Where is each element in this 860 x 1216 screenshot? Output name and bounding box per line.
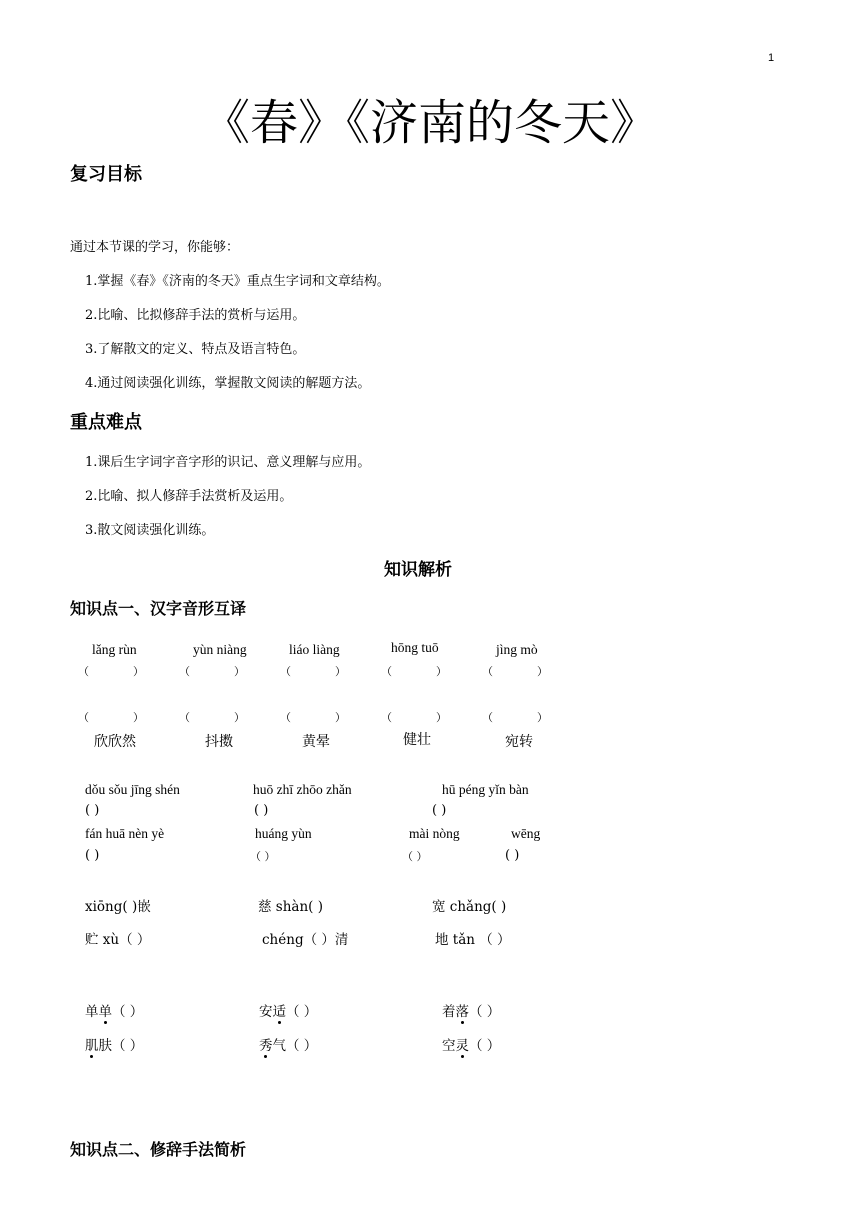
answer-blank[interactable]: （ ） bbox=[381, 711, 447, 724]
pinyin-item: liáo liàng bbox=[289, 642, 340, 657]
answer-blank[interactable]: （ ） bbox=[381, 665, 447, 678]
answer-blank[interactable]: ( ) bbox=[432, 803, 447, 818]
answer-blank[interactable]: （ ） bbox=[280, 665, 346, 678]
fill-item: 贮 xù（ ） bbox=[85, 932, 151, 948]
answer-blank[interactable]: （ ） bbox=[250, 850, 276, 863]
dotted-word-item: 秀气（ ） bbox=[259, 1034, 317, 1054]
fill-item: 地 tǎn （ ） bbox=[435, 932, 511, 948]
fill-item: 慈 shàn( ) bbox=[258, 899, 323, 915]
emphasis-dot-char: 适 bbox=[273, 1000, 287, 1020]
page-title: 《春》《济南的冬天》 bbox=[201, 95, 658, 151]
pinyin-item: dǒu sǒu jīng shén bbox=[85, 782, 180, 797]
answer-blank[interactable]: （ ） bbox=[402, 850, 428, 863]
key-point-item: 2.比喻、拟人修辞手法赏析及运用。 bbox=[85, 489, 293, 504]
dotted-word-item: 安适（ ） bbox=[259, 1000, 317, 1020]
key-point-item: 3.散文阅读强化训练。 bbox=[85, 523, 215, 538]
review-goal-item: 1.掌握《春》《济南的冬天》重点生字词和文章结构。 bbox=[85, 274, 390, 289]
word-item: 宛转 bbox=[505, 734, 533, 750]
emphasis-dot-char: 落 bbox=[456, 1000, 470, 1020]
emphasis-dot-char: 肌 bbox=[85, 1034, 99, 1054]
pinyin-item: huō zhī zhōo zhǎn bbox=[253, 782, 352, 797]
pinyin-item: hū péng yǐn bàn bbox=[442, 782, 529, 797]
word-item: 健壮 bbox=[403, 732, 431, 748]
answer-blank[interactable]: ( ) bbox=[505, 848, 520, 863]
fill-item: xiōng( )嵌 bbox=[85, 899, 151, 915]
page-number: 1 bbox=[768, 52, 775, 64]
pinyin-item: jìng mò bbox=[496, 642, 538, 657]
analysis-heading: 知识解析 bbox=[384, 560, 452, 580]
answer-blank[interactable]: ( ) bbox=[85, 848, 100, 863]
answer-blank[interactable]: （ ） bbox=[78, 711, 144, 724]
key-points-heading: 重点难点 bbox=[70, 412, 142, 433]
emphasis-dot-char: 灵 bbox=[456, 1034, 470, 1054]
pinyin-item: wēng bbox=[511, 826, 541, 841]
dotted-word-item: 空灵（ ） bbox=[442, 1034, 500, 1054]
pinyin-item: fán huā nèn yè bbox=[85, 826, 165, 841]
answer-blank[interactable]: （ ） bbox=[179, 711, 245, 724]
point2-heading: 知识点二、修辞手法简析 bbox=[70, 1140, 247, 1159]
pinyin-item: mài nòng bbox=[409, 826, 460, 841]
emphasis-dot-char: 秀 bbox=[259, 1034, 273, 1054]
word-item: 欣欣然 bbox=[94, 734, 136, 750]
emphasis-dot-char: 单 bbox=[99, 1000, 113, 1020]
dotted-word-item: 肌肤（ ） bbox=[85, 1034, 143, 1054]
pinyin-item: yùn niàng bbox=[193, 642, 247, 657]
review-goals-heading: 复习目标 bbox=[70, 164, 142, 185]
word-item: 抖擞 bbox=[205, 734, 233, 750]
answer-blank[interactable]: ( ) bbox=[85, 803, 100, 818]
review-goal-item: 4.通过阅读强化训练，掌握散文阅读的解题方法。 bbox=[85, 376, 371, 391]
key-point-item: 1.课后生字词字音字形的识记、意义理解与应用。 bbox=[85, 455, 371, 470]
word-item: 黄晕 bbox=[302, 734, 330, 750]
review-goal-item: 3.了解散文的定义、特点及语言特色。 bbox=[85, 342, 306, 357]
fill-item: chéng（ ）清 bbox=[262, 932, 349, 948]
dotted-word-item: 单单（ ） bbox=[85, 1000, 143, 1020]
pinyin-item: hōng tuō bbox=[391, 640, 439, 655]
review-goal-item: 2.比喻、比拟修辞手法的赏析与运用。 bbox=[85, 308, 306, 323]
fill-item: 宽 chǎng( ) bbox=[432, 899, 507, 915]
answer-blank[interactable]: （ ） bbox=[482, 665, 548, 678]
answer-blank[interactable]: （ ） bbox=[280, 711, 346, 724]
pinyin-item: lǎng rùn bbox=[92, 642, 137, 657]
review-goals-intro: 通过本节课的学习，你能够： bbox=[70, 240, 240, 255]
answer-blank[interactable]: （ ） bbox=[179, 665, 245, 678]
answer-blank[interactable]: （ ） bbox=[78, 665, 144, 678]
answer-blank[interactable]: （ ） bbox=[482, 711, 548, 724]
answer-blank[interactable]: ( ) bbox=[254, 803, 269, 818]
point1-heading: 知识点一、汉字音形互译 bbox=[70, 599, 247, 618]
pinyin-item: huáng yùn bbox=[255, 826, 312, 841]
dotted-word-item: 着落（ ） bbox=[442, 1000, 500, 1020]
